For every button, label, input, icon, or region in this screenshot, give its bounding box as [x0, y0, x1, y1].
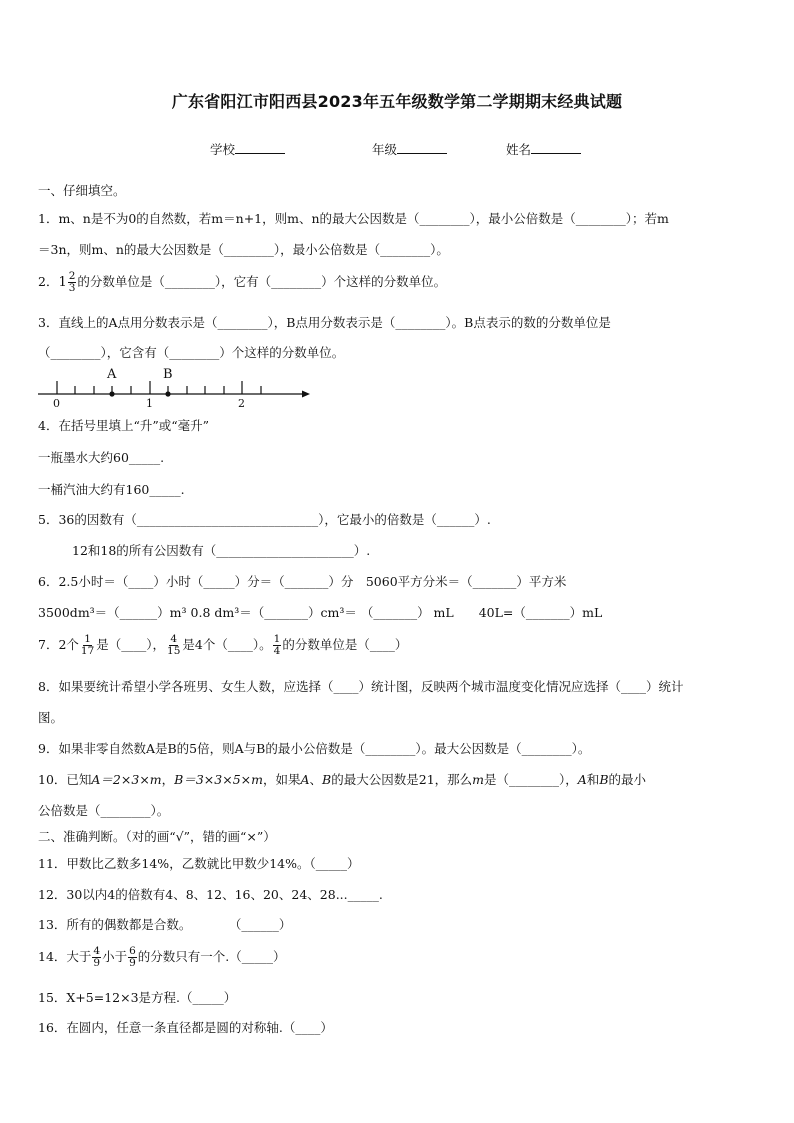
fraction-6-9: [128, 946, 137, 969]
q14-text-1: 14．大于: [38, 949, 92, 964]
tick-label-1: 1: [146, 397, 153, 410]
label-a: A: [107, 367, 117, 382]
fraction-numerator: 1: [84, 633, 91, 645]
fraction-numerator: 6: [129, 945, 136, 957]
q10-separator: ，: [161, 772, 175, 787]
question-12: 12．30以内4的倍数有4、8、12、16、20、24、28..._____.: [38, 887, 383, 902]
fraction-denominator: 4: [273, 645, 281, 657]
question-5-line-2: 12和18的所有公因数有（______________________）.: [72, 543, 371, 558]
fraction-denominator: 3: [68, 282, 76, 294]
q10-var-a-2: A: [577, 772, 587, 787]
label-b: B: [163, 367, 173, 382]
question-3-line-2: （________），它含有（________）个这样的分数单位。: [38, 345, 345, 360]
q10-expression-b: B＝3×3×5×m: [174, 772, 263, 787]
fraction-denominator: 9: [129, 957, 136, 969]
question-5-line-1: 5．36的因数有（_____________________________），它最小的倍数是（______）.: [38, 512, 491, 527]
question-10-line-1: [38, 770, 646, 788]
fraction-numerator: 2: [68, 270, 76, 282]
q10-text-3: 、: [309, 772, 323, 787]
q10-text-4: 的最大公因数是21，那么: [331, 772, 473, 787]
q10-var-b-2: B: [599, 772, 609, 787]
fraction-numerator: 1: [273, 633, 281, 645]
question-2-number: 2．: [38, 274, 59, 289]
name-label: 姓名: [506, 142, 532, 157]
q14-text-2: 小于: [102, 949, 128, 964]
question-1-line-1: 1．m、n是不为0的自然数，若m＝n+1，则m、n的最大公因数是（________），最小公倍数是（________）；若m: [38, 211, 669, 226]
section-2-heading: 二、准确判断。（对的画“√”，错的画“×”）: [38, 829, 276, 844]
number-line-arrow: [302, 391, 310, 398]
q10-text-5: 是（________），: [484, 772, 578, 787]
school-label: 学校: [210, 142, 236, 157]
question-8-line-1: 8．如果要统计希望小学各班男、女生人数，应选择（____）统计图，反映两个城市温度变化情况应选择（____）统计: [38, 679, 684, 694]
question-16: 16．在圆内，任意一条直径都是圆的对称轴.（____）: [38, 1020, 333, 1035]
q10-text-7: 的最小: [608, 772, 647, 787]
section-1-heading: 一、仔细填空。: [38, 183, 126, 198]
question-10-line-2: 公倍数是（________）。: [38, 803, 170, 818]
name-blank[interactable]: [531, 141, 581, 154]
question-7: [38, 634, 407, 657]
number-line-ticks: [57, 381, 261, 394]
q10-var-m: m: [472, 772, 484, 787]
q10-text-6: 和: [586, 772, 600, 787]
grade-blank[interactable]: [397, 141, 447, 154]
fraction-numerator: 4: [93, 945, 101, 957]
question-4-a: 一瓶墨水大约60_____.: [38, 450, 165, 465]
question-1-line-2: ＝3n，则m、n的最大公因数是（________），最小公倍数是（________）。: [38, 242, 449, 257]
fraction-1-17: [80, 634, 95, 657]
grade-label: 年级: [372, 142, 398, 157]
question-4-b: 一桶汽油大约有160_____.: [38, 482, 185, 497]
question-4: 4．在括号里填上“升”或“毫升”: [38, 418, 210, 433]
tick-label-2: 2: [238, 397, 245, 410]
question-6-line-2: 3500dm³＝（______）m³ 0.8 dm³＝（_______）cm³＝ （_______） mL 40L=（_______）mL: [38, 605, 603, 620]
number-line: [34, 362, 314, 410]
question-8-line-2: 图。: [38, 710, 64, 725]
question-15: 15．X+5=12×3是方程.（_____）: [38, 990, 237, 1005]
page-title: 广东省阳江市阳西县2023年五年级数学第二学期期末经典试题: [171, 92, 623, 111]
mixed-number-whole: 1: [58, 275, 67, 290]
fraction-denominator: 17: [80, 645, 95, 657]
q10-text-2: ，如果: [262, 772, 301, 787]
q7-text-4: 的分数单位是（____）: [282, 637, 408, 652]
fraction-2-3: [68, 271, 77, 294]
point-b: [165, 391, 170, 396]
q10-var-b: B: [322, 772, 332, 787]
fraction-denominator: 15: [167, 645, 181, 657]
fraction-1-4: [273, 634, 282, 657]
q10-var-a: A: [300, 772, 310, 787]
question-3-line-1: 3．直线上的A点用分数表示是（________），B点用分数表示是（________）。B点表示的数的分数单位是: [38, 315, 611, 330]
q10-text-1: 10．已知: [38, 772, 92, 787]
school-blank[interactable]: [235, 141, 285, 154]
school-field[interactable]: [210, 140, 285, 158]
question-14: [38, 946, 286, 969]
q7-text-2: 是（____），: [96, 637, 166, 652]
q10-expression-a: A＝2×3×m: [91, 772, 162, 787]
q14-text-3: 的分数只有一个.（_____）: [137, 949, 286, 964]
q7-text-1: 7．2个: [38, 637, 79, 652]
question-6-line-1: 6．2.5小时＝（____）小时（_____）分＝（_______）分 5060平方分米＝（_______）平方米: [38, 574, 567, 589]
fraction-denominator: 9: [93, 957, 101, 969]
tick-label-0: 0: [53, 397, 60, 410]
point-a: [109, 391, 114, 396]
question-9: 9．如果非零自然数A是B的5倍，则A与B的最小公倍数是（________）。最大公因数是（________）。: [38, 741, 591, 756]
question-2: [38, 271, 446, 294]
grade-field[interactable]: [372, 140, 447, 158]
question-11: 11．甲数比乙数多14%，乙数就比甲数少14%。（_____）: [38, 856, 360, 871]
fraction-4-15: [166, 634, 181, 657]
question-13: 13．所有的偶数都是合数。 （______）: [38, 917, 292, 932]
fraction-4-9: [92, 946, 101, 969]
name-field[interactable]: [506, 140, 581, 158]
question-2-text: 的分数单位是（________），它有（________）个这样的分数单位。: [77, 274, 447, 289]
fraction-numerator: 4: [170, 633, 178, 645]
q7-text-3: 是4个（____）。: [182, 637, 272, 652]
